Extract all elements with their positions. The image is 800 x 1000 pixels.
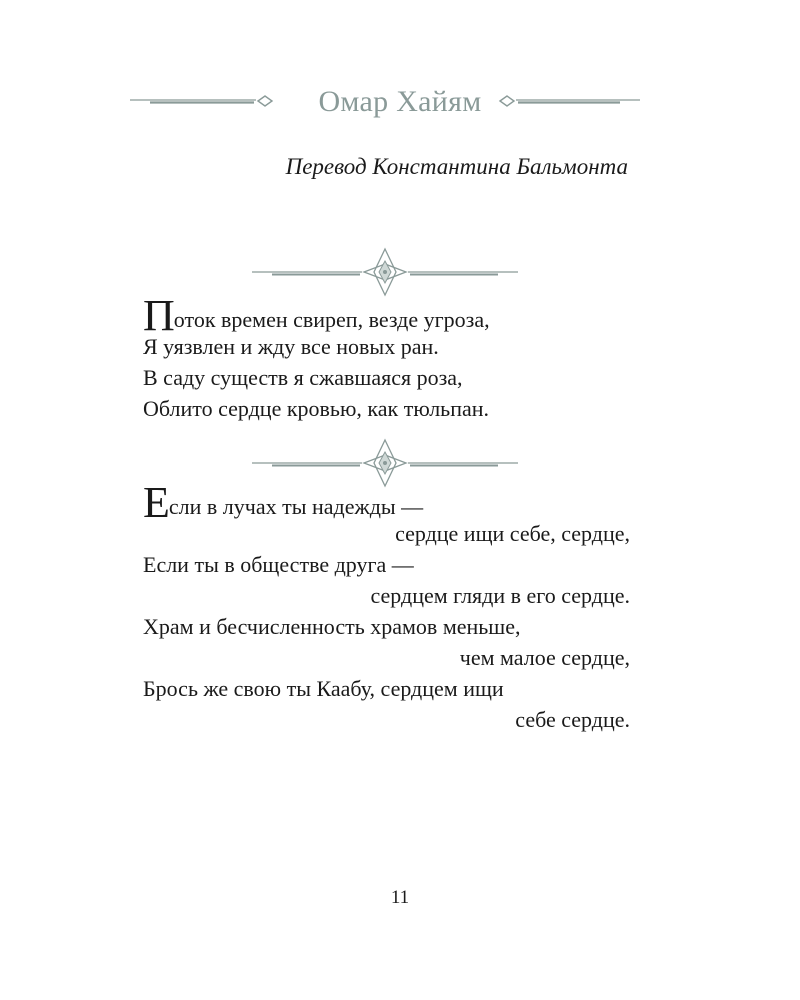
- page-number: 11: [390, 887, 410, 908]
- poem-line: [143, 291, 563, 340]
- poem-quatrain: [143, 291, 563, 424]
- drop-cap: Е: [143, 478, 169, 527]
- poem-line: себе сердце.: [515, 707, 630, 732]
- author-name: Омар Хайям: [318, 85, 482, 118]
- poem-line: Облито сердце кровью, как тюльпан.: [143, 396, 490, 421]
- poem-line: В саду существ я сжавшаяся роза,: [143, 365, 463, 390]
- poem-line: [143, 478, 630, 527]
- poem-line: сердцем гляди в его сердце.: [370, 583, 630, 608]
- poem-line: сердце ищи себе, сердце,: [395, 521, 630, 546]
- drop-cap: П: [143, 291, 174, 340]
- poem-line: Если ты в обществе друга —: [143, 552, 414, 577]
- poem-line-text: сли в лучах ты надежды —: [168, 494, 424, 519]
- poem-line: Я уязвлен и жду все новых ран.: [143, 334, 439, 359]
- translator-credit: Перевод Константина Бальмонта: [285, 154, 628, 179]
- poem-line-text: оток времен свиреп, везде угроза,: [173, 307, 490, 332]
- divider-ornament-icon: [252, 247, 518, 297]
- divider-ornament-icon: [252, 438, 518, 488]
- poem-line: Храм и бесчисленность храмов меньше,: [143, 614, 521, 639]
- poem-ghazal: [143, 478, 630, 735]
- poem-line: чем малое сердце,: [459, 645, 630, 670]
- poem-line: Брось же свою ты Каабу, сердцем ищи: [143, 676, 504, 701]
